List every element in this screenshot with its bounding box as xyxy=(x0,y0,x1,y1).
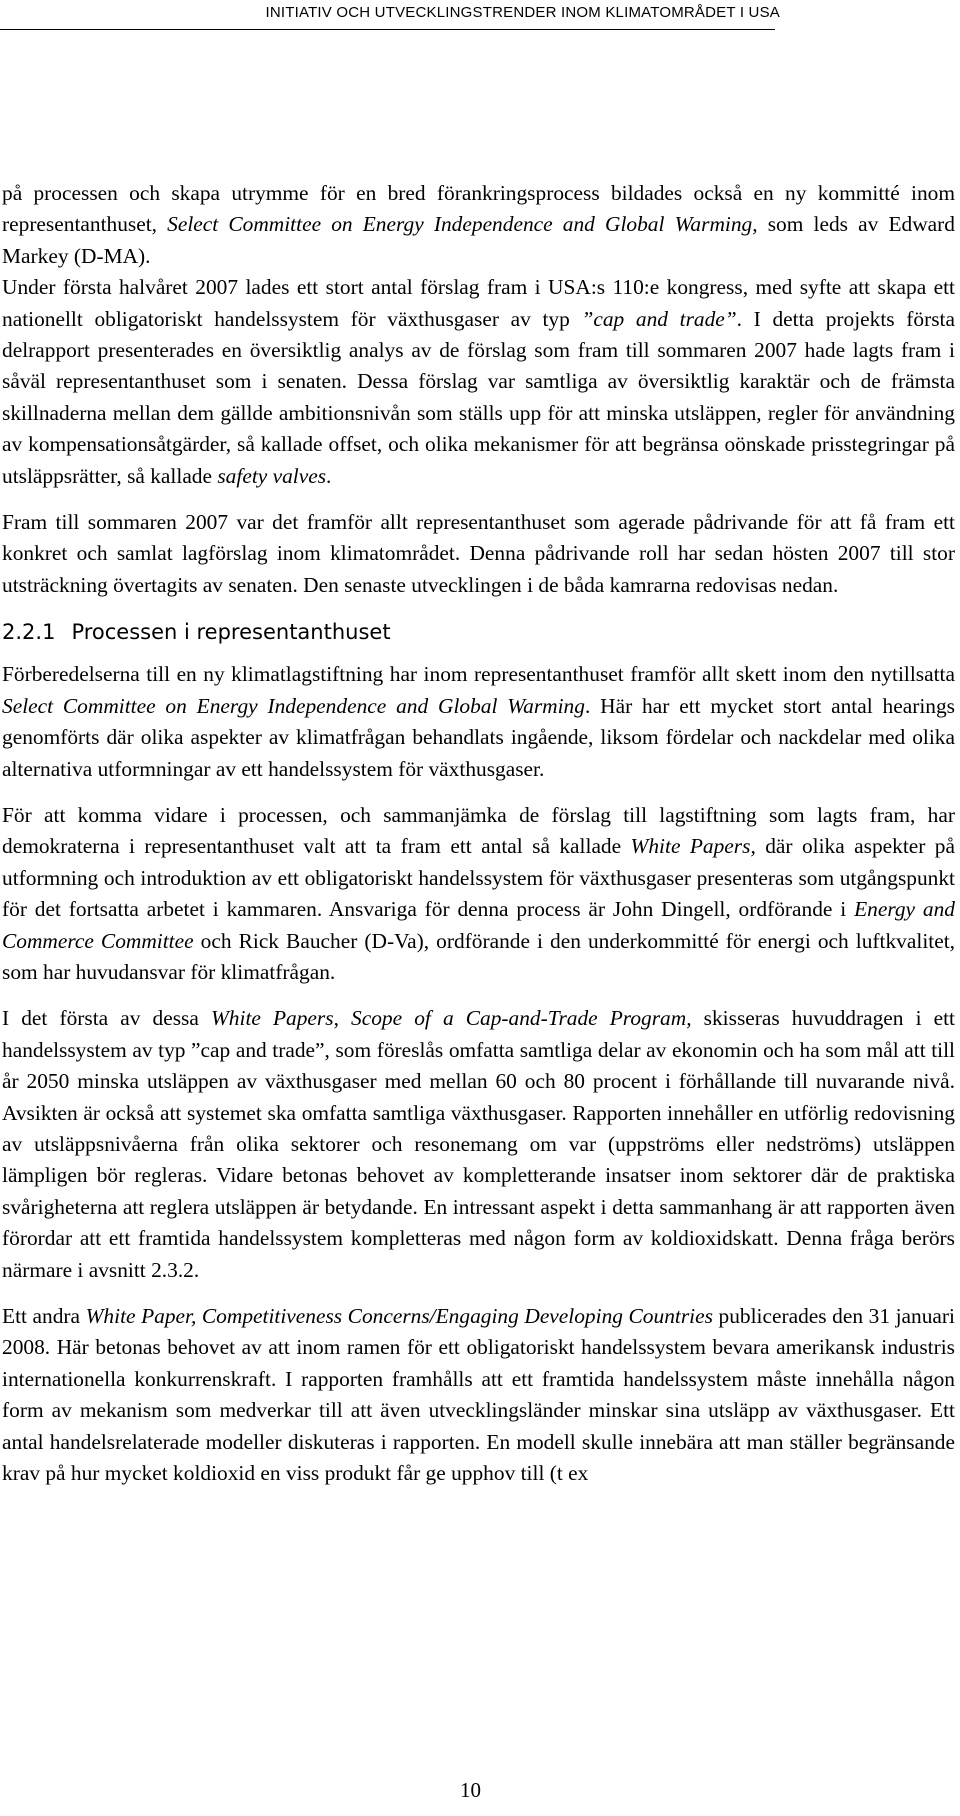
paragraph: För att komma vidare i processen, och sammanjämka de förslag till lagstiftning som lagts fram, har demokraterna i representanthuset valt att ta fram ett antal så kallade White Papers, där olika aspekter på utformning och introduktion av ett obligatoriskt handelssystem för växthusgaser presenteras som utgångspunkt för det fortsatta arbetet i kammaren. Ansvariga för denna process är John Dingell, ordförande i Energy and Commerce Committee och Rick Baucher (D-Va), ordförande i den underkommitté för energi och luftkvalitet, som har huvudansvar för klimatfrågan. xyxy=(2,802,955,984)
section-heading xyxy=(2,619,955,645)
body-text xyxy=(2,178,955,1504)
paragraph: I det första av dessa White Papers, Scope of a Cap-and-Trade Program, skisseras huvuddragen i ett handelssystem av typ ”cap and trade”, som föreslås omfatta samtliga delar av ekonomin och ha som mål att till år 2050 minska utsläppen av växthusgaser med mellan 60 och 80 procent i förhållande till nuvarande nivå. Avsikten är också att systemet ska omfatta samtliga växthusgaser. Rapporten innehåller en utförlig redovisning av utsläppsnivåerna från olika sektorer och resonemang om var (uppströms eller nedströms) utsläppen lämpligen bör regleras. Vidare betonas behovet av kompletterande insatser inom sektorer där de praktiska svårigheterna att reglera utsläppen är betydande. En intressant aspekt i detta sammanhang är att rapporten även förordar att ett framtida handelssystem kompletteras med någon form av koldioxidskatt. Denna fråga berörs närmare i avsnitt 2.3.2. xyxy=(2,1006,955,1282)
running-header: INITIATIV OCH UTVECKLINGSTRENDER INOM KLIMATOMRÅDET I USA xyxy=(265,4,780,21)
header-rule xyxy=(0,29,775,30)
paragraph: Fram till sommaren 2007 var det framför allt representanthuset som agerade pådrivande för att få fram ett konkret och samlat lagförslag inom klimatområdet. Denna pådrivande roll har sedan hösten 2007 till stor utsträckning övertagits av senaten. Den senaste utvecklingen i de båda kamrarna redovisas nedan. xyxy=(2,510,955,597)
page-number: 10 xyxy=(460,1778,481,1802)
paragraph: Ett andra White Paper, Competitiveness Concerns/Engaging Developing Countries publicerades den 31 januari 2008. Här betonas behovet av att inom ramen för ett obligatoriskt handelssystem bevara amerikansk industris internationella konkurrenskraft. I rapporten framhålls att ett framtida handelssystem måste innehålla någon form av mekanism som medverkar till att även utvecklingsländer minskar sina utsläpp av växthusgaser. Ett antal handelsrelaterade modeller diskuteras i rapporten. En modell skulle innebära att man ställer begränsande krav på hur mycket koldioxid en viss produkt får ge upphov till (t ex xyxy=(2,1304,955,1486)
section-title: Processen i representanthuset xyxy=(71,620,391,645)
section-number: 2.2.1 xyxy=(2,620,56,645)
paragraph: Under första halvåret 2007 lades ett stort antal förslag fram i USA:s 110:e kongress, med syfte att skapa ett nationellt obligatoriskt handelssystem för växthusgaser av typ ”cap and trade”. I detta projekts första delrapport presenterades en översiktlig analys av de förslag som fram till sommaren 2007 hade lagts fram i såväl representanthuset som i senaten. Dessa förslag var samtliga av översiktlig karaktär och de främsta skillnaderna mellan dem gällde ambitionsnivån som ställs upp för att minska utsläppen, regler för användning av kompensationsåtgärder, så kallade offset, och olika mekanismer för att begränsa oönskade prisstegringar på utsläppsrätter, så kallade safety valves. xyxy=(2,275,955,488)
paragraph: Förberedelserna till en ny klimatlagstiftning har inom representanthuset framför allt skett inom den nytillsatta Select Committee on Energy Independence and Global Warming. Här har ett mycket stort antal hearings genomförts där olika aspekter av klimatfrågan behandlats ingående, liksom fördelar och nackdelar med olika alternativa utformningar av ett handelssystem för växthusgaser. xyxy=(2,662,955,781)
paragraph: på processen och skapa utrymme för en bred förankringsprocess bildades också en ny kommitté inom representanthuset, Select Committee on Energy Independence and Global Warming, som leds av Edward Markey (D-MA). xyxy=(2,181,955,268)
